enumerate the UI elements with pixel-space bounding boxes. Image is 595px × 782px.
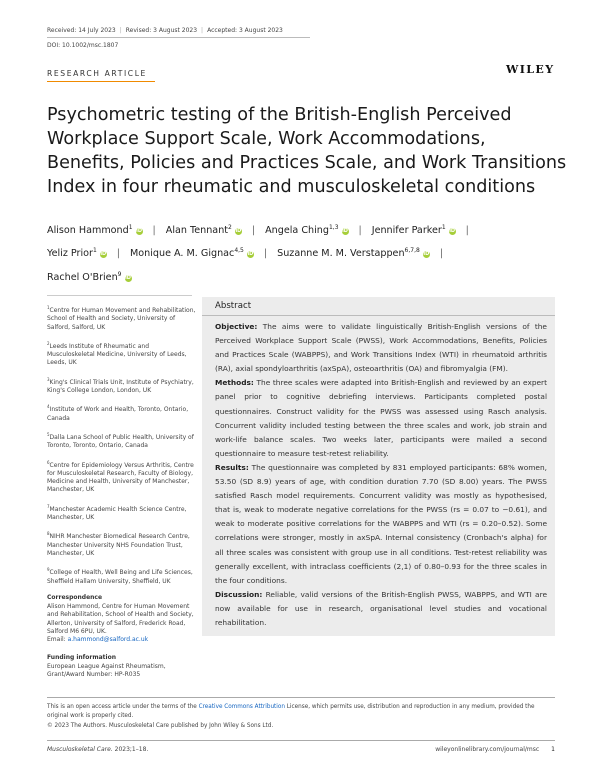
- page-number: 1: [551, 746, 555, 753]
- correspondence-heading: Correspondence: [47, 593, 103, 601]
- affiliation: [47, 431, 197, 451]
- discussion-label: Discussion:: [215, 589, 263, 599]
- affiliation-text: Dalla Lana School of Public Health, University of Toronto, Toronto, Ontario, Canada: [47, 433, 194, 450]
- affiliation-number: 9: [47, 567, 50, 573]
- license-notice: [47, 703, 555, 731]
- separator: |: [116, 248, 121, 260]
- funding-heading: Funding information: [47, 653, 116, 661]
- orcid-icon[interactable]: iD: [235, 228, 242, 235]
- publisher-logo: WILEY: [506, 63, 555, 76]
- affiliation: [47, 503, 197, 523]
- journal-url[interactable]: wileyonlinelibrary.com/journal/msc: [435, 746, 540, 753]
- author-name[interactable]: Monique A. M. Gignac: [130, 248, 235, 260]
- author[interactable]: [166, 225, 242, 236]
- orcid-icon[interactable]: iD: [423, 251, 430, 258]
- orcid-icon[interactable]: iD: [125, 274, 131, 281]
- author-name[interactable]: Suzanne M. M. Verstappen: [277, 248, 405, 260]
- author[interactable]: [130, 248, 254, 259]
- separator: |: [439, 248, 444, 260]
- abstract-objective: [215, 320, 547, 376]
- correspondence-address: Alison Hammond, Centre for Human Movement and Rehabilitation, School of Health and Society, Allerton, University of Salford, Frederick Road, Salford M6 6PU, UK.: [47, 603, 194, 636]
- affiliation-ref: 1: [128, 224, 133, 231]
- affiliation-ref: 2: [228, 224, 232, 231]
- journal-citation: [47, 746, 148, 753]
- article-type-label: RESEARCH ARTICLE: [47, 69, 147, 78]
- affiliation-ref: 4,5: [234, 247, 244, 255]
- discussion-text: Reliable, valid versions of the British-English PWSS, WABPPS, and WTI are now available for use in research, organisational level studies and vocational rehabilitation.: [215, 589, 547, 627]
- affiliation-ref: 9: [117, 270, 122, 278]
- revised-date: Revised: 3 August 2023: [125, 27, 198, 34]
- author[interactable]: [372, 225, 456, 236]
- license-text: This is an open access article under the terms of the: [47, 704, 199, 710]
- affiliation: [47, 340, 197, 368]
- affiliation-ref: 6,7,8: [404, 247, 420, 255]
- email-link[interactable]: a.hammond@salford.ac.uk: [67, 636, 149, 644]
- affiliation-number: 8: [47, 531, 50, 537]
- author-list: [47, 218, 567, 288]
- article-title: Psychometric testing of the British-English Perceived Workplace Support Scale, Work Accommodations, Benefits, Policies and Practices Scale, and Work Transitions Index in four rheumatic and musculoskeletal conditions: [47, 105, 567, 197]
- affiliation-text: Leeds Institute of Rheumatic and Musculoskeletal Medicine, University of Leeds, Leeds, UK: [47, 342, 187, 367]
- affiliation-ref: 1,3: [328, 224, 339, 231]
- email-label: Email:: [47, 636, 66, 644]
- accepted-date: Accepted: 3 August 2023: [207, 27, 283, 34]
- dates-divider: [47, 37, 310, 38]
- affiliation-number: 5: [47, 431, 50, 437]
- separator: |: [152, 225, 156, 237]
- author[interactable]: [47, 225, 143, 236]
- affiliation-text: Centre for Epidemiology Versus Arthritis, Centre for Musculoskeletal Research, Faculty of Biology, Medicine and Health, University of Manchester, Manchester, UK: [47, 461, 194, 494]
- abstract-box: [202, 297, 555, 636]
- orcid-icon[interactable]: iD: [100, 251, 107, 258]
- orcid-icon[interactable]: iD: [136, 228, 142, 235]
- affiliation-number: 3: [47, 376, 50, 382]
- affiliation-ref: 1: [441, 224, 446, 231]
- affiliation: [47, 403, 197, 423]
- affiliation-number: 1: [47, 305, 50, 310]
- section-underline: [47, 81, 155, 82]
- methods-text: The three scales were adapted into British-English and reviewed by an expert panel prior to cognitive debriefing interviews. Participants completed postal questionnaires. Construct validity for the PWSS was assessed using Rasch analysis. Concurrent validity included testing between the three scales and work, job strain and work-life balance scales. Two weeks later, participants were mailed a second questionnaire to measure test-retest reliability.: [215, 378, 547, 458]
- author[interactable]: [277, 248, 430, 259]
- author[interactable]: [265, 225, 348, 236]
- license-text: License, which permits use, distribution and reproduction in any medium, provided the original work is properly cited.: [47, 704, 535, 720]
- author[interactable]: [47, 248, 107, 259]
- methods-label: Methods:: [215, 378, 254, 388]
- results-label: Results:: [215, 462, 249, 472]
- affiliation: [47, 459, 197, 495]
- license-link[interactable]: Creative Commons Attribution: [198, 704, 285, 710]
- author-name[interactable]: Angela Ching: [265, 225, 329, 237]
- author-name[interactable]: Yeliz Prior: [47, 248, 93, 260]
- affiliation-text: NIHR Manchester Biomedical Research Centre, Manchester University NHS Foundation Trust, Manchester, UK: [47, 533, 190, 557]
- affiliation-number: 4: [47, 404, 50, 410]
- affiliation-text: Institute of Work and Health, Toronto, Ontario, Canada: [47, 406, 189, 422]
- affiliation-number: 2: [47, 340, 50, 346]
- affiliation: [47, 304, 197, 332]
- abstract-discussion: [215, 588, 547, 630]
- separator: |: [465, 225, 469, 237]
- received-date: Received: 14 July 2023: [47, 27, 116, 34]
- abstract-results: [215, 461, 547, 588]
- article-dates: [47, 27, 283, 34]
- doi[interactable]: DOI: 10.1002/msc.1807: [47, 42, 119, 49]
- copyright: © 2023 The Authors. Musculoskeletal Care published by John Wiley & Sons Ltd.: [47, 722, 274, 729]
- abstract-heading: Abstract: [215, 301, 252, 311]
- affiliation-text: Manchester Academic Health Science Centre, Manchester, UK: [47, 505, 187, 522]
- affiliation-ref: 1: [92, 247, 97, 255]
- separator: |: [119, 27, 122, 34]
- affiliations-sidebar: [47, 295, 197, 680]
- funding-text: European League Against Rheumatism, Grant/Award Number: HP-R035: [47, 662, 166, 679]
- footnote-divider: [47, 697, 555, 698]
- author[interactable]: [47, 272, 132, 283]
- affiliation-text: Centre for Human Movement and Rehabilitation, School of Health and Society, University of Salford, Salford, UK: [47, 307, 196, 331]
- correspondence-text: [47, 603, 197, 644]
- separator: |: [251, 225, 256, 237]
- orcid-icon[interactable]: iD: [449, 228, 456, 235]
- affiliation-text: King's Clinical Trials Unit, Institute of Psychiatry, King's College London, London, UK: [47, 378, 194, 395]
- citation-text: 2023;1–18.: [112, 746, 149, 753]
- affiliation-number: 6: [47, 459, 50, 465]
- affiliation: [47, 376, 197, 396]
- author-name[interactable]: Rachel O'Brien: [47, 271, 118, 283]
- sidebar-divider: [47, 295, 192, 296]
- author-name[interactable]: Jennifer Parker: [371, 225, 442, 237]
- abstract-methods: [215, 376, 547, 461]
- journal-name: Musculoskeletal Care.: [47, 746, 113, 753]
- author-name[interactable]: Alan Tennant: [165, 225, 229, 237]
- footer-divider: [47, 740, 555, 741]
- footer-right: [435, 746, 555, 753]
- orcid-icon[interactable]: iD: [342, 228, 348, 235]
- affiliation-number: 7: [47, 503, 50, 509]
- results-text: The questionnaire was completed by 831 employed participants: 68% women, 53.50 (SD 8.9) years of age, with condition duration 7.70 (SD 8.00) years. The PWSS satisfied Rasch model requirements. Concurrent validity was mostly as hypothesised, that is, weak to moderate negative correlations for the PWSS (rs = 0.07 to −0.61), and weak to moderate positive correlations for the WABPPS and WTI (rs = 0.20–0.52). Some correlations were stronger, mostly in axSpA. Internal consistency (Cronbach's alpha) for all three scales was consistent with group use in all conditions. Test-retest reliability was generally excellent, with intraclass coefficients (2,1) of 0.80–0.93 for the three scales in the four conditions.: [215, 462, 547, 585]
- affiliation-text: College of Health, Well Being and Life Sciences, Sheffield Hallam University, Sheffield, UK: [47, 569, 193, 585]
- separator: |: [358, 225, 362, 237]
- orcid-icon[interactable]: iD: [247, 251, 254, 258]
- abstract-divider: [202, 315, 555, 316]
- separator: |: [201, 27, 204, 34]
- author-name[interactable]: Alison Hammond: [47, 225, 129, 237]
- affiliation: [47, 530, 197, 558]
- separator: |: [263, 248, 268, 260]
- affiliation: [47, 566, 197, 586]
- objective-text: The aims were to validate linguistically British-English versions of the Perceived Workplace Support Scale (PWSS), Work Accommodations, Benefits, Policies and Practices Scale (WABPPS), and Work Transitions Index (WTI) in rheumatoid arthritis (RA), axial spondyloarthritis (axSpA), osteoarthritis (OA) and fibromyalgia (FM).: [215, 322, 547, 374]
- objective-label: Objective:: [215, 322, 258, 331]
